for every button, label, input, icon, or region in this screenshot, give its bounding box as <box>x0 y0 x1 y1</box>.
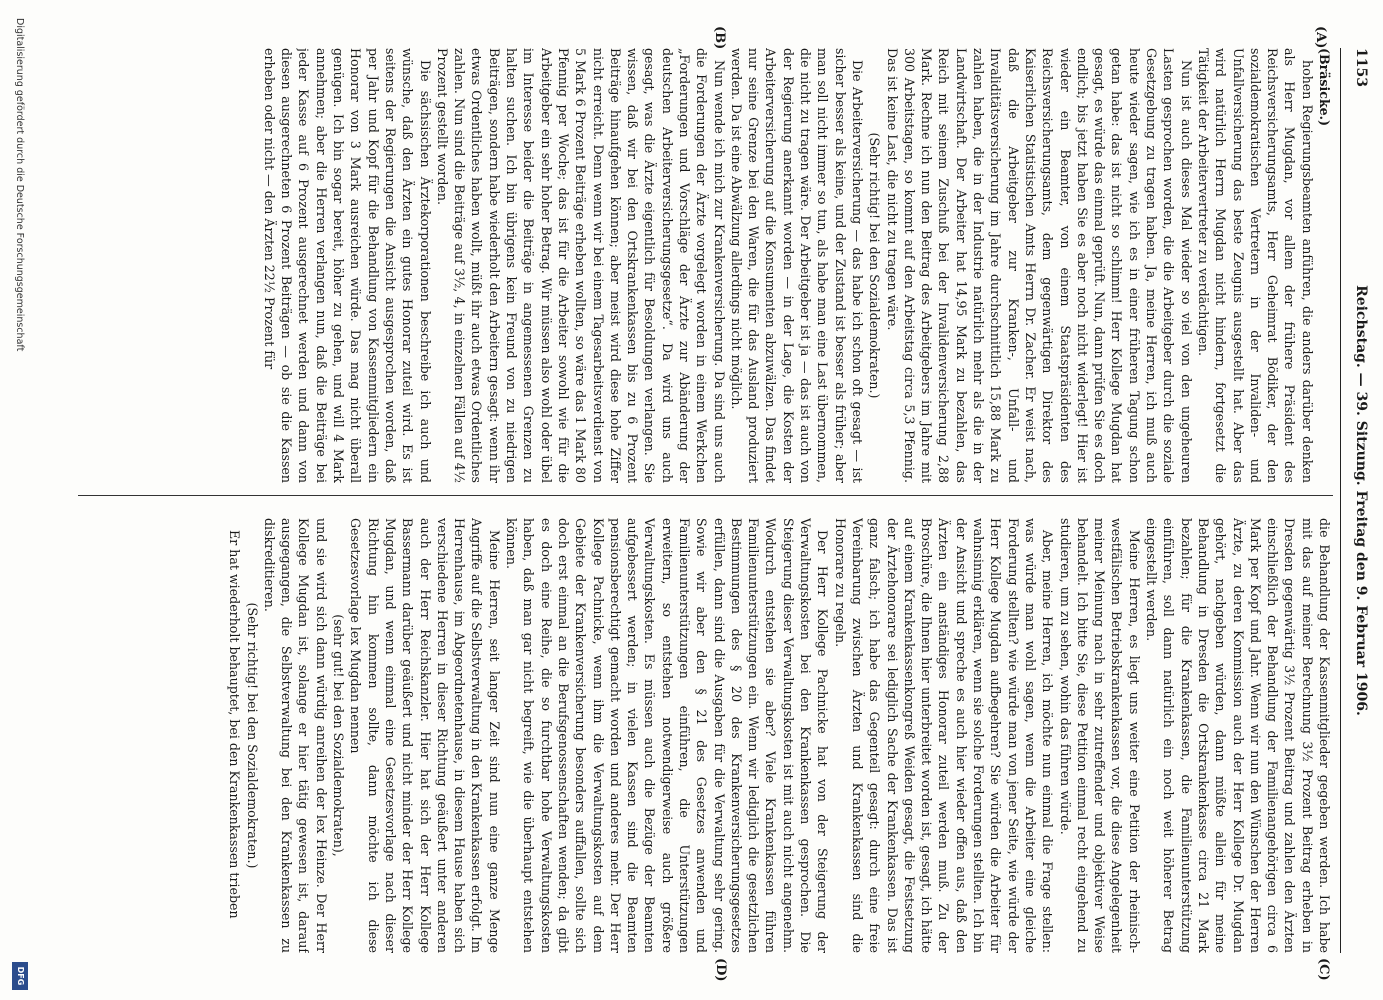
interjection: (sehr gut! bei den Sozialdemokraten), <box>331 614 347 857</box>
margin-marker-b: (B) <box>712 26 727 50</box>
digitization-footer <box>6 0 30 1000</box>
page-number: 1153 <box>1353 48 1369 87</box>
margin-marker-a: (A) <box>1313 26 1328 49</box>
paragraph: hohen Regierungsbeamten anführen, die anders darüber denken als Herr Mugdan, vor allem der frühere Präsident des Reichsversicherungsamts, Herr Geheimrat Bödiker, der den sozialdemokratischen Vertretern in der Invaliden- und Unfallversicherung das beste Zeugnis ausgestellt hat. Aber das wird natürlich Herrn Mugdan nicht hindern, fortgesetzt die Tätigkeit der Arbeitervertreter zu verdächtigen. <box>1195 48 1315 483</box>
right-text-column <box>78 518 1333 953</box>
margin-marker-c: (C) <box>1316 958 1331 981</box>
paragraph: Er hat wiederholt behauptet, bei den Krankenkassen trieben <box>227 530 243 919</box>
page-header <box>1345 48 1375 953</box>
paragraph: Die sächsischen Ärztekorporationen beschreibe ich auch und wünsche, daß den Ärzten ein gutes Honorar zuteil wird. Es ist seitens der Regierungen die Ansicht ausgesprochen worden, daß per Jahr und Kopf für die Behandlung von Kassenmitgliedern ein Honorar von 3 Mark ausreichen würde. Das mag nicht überall genügen. Ich bin sogar bereit, höher zu gehen, und will 4 Mark annehmen; aber die Herren verlangen nun, daß die Beiträge bei jeder Kasse auf 6 Prozent ausgerechnet werden und dann von diesen ausgerechneten 6 Prozent Beiträgen — ob sie die Kassen erheben oder nicht — den Ärzten 22½ Prozent für <box>261 48 433 483</box>
left-text-column <box>78 48 1333 483</box>
paragraph: die Behandlung der Kassenmitglieder gegeben werden. Ich habe mit das auf meiner Berechnung 3½ Prozent Beitrag erheben in Dresden gegenwärtig 3½ Prozent Beitrag und zahlen den Ärzten einschließlich der Behandlung der Familienangehörigen circa 6 Mark per Kopf und Jahr. Wenn wir nun den Wünschen der Herren Ärzte, zu deren Kommission auch der Herr Kollege Dr. Mugdan gehört, nachgeben würden, dann müßte allein für meine Behandlung in Dresden die Ortskrankenkasse circa 21 Mark bezahlen; für die Krankenkassen, die Familienunterstützung einführen, soll dann natürlich ein noch weit höherer Betrag eingestellt werden. <box>1144 518 1332 953</box>
interjection: (Sehr richtig! bei den Sozialdemokraten.) <box>244 602 260 869</box>
column-divider <box>78 495 1333 496</box>
paragraph: Meine Herren, seit langer Zeit sind nun eine ganze Menge Angriffe auf die Selbstverwaltung in den Krankenkassen erfolgt. Im Herrenhause, im Abgeordnetenhause, in diesem Hause haben sich verschiedene Herren in dieser Richtung geäußert unter anderen auch der Herr Reichskanzler. Hier hat sich der Herr Kollege Bassermann darüber geäußert und nicht minder der Herr Kollege Mugdan, und wenn einmal eine Gesetzesvorlage nach dieser Richtung hin kommen sollte, dann möchte ich diese Gesetzesvorlage lex Mugdan nennen <box>348 518 502 953</box>
paragraph: Die Arbeiterversicherung — das habe ich schon oft gesagt — ist sicher besser als keine, und der Zustand ist besser als früher; aber man soll nicht immer so tun, als habe man eine Last übernommen, die nicht zu tragen wäre. Der Arbeitgeber ist ja — das ist auch von der Regierung anerkannt worden — in der Lage, die Kosten der Arbeiterversicherung auf die Konsumenten abzuwälzen. Das findet nur seine Grenze bei den Waren, die für das Ausland produziert werden. Da ist eine Abwälzung allerdings nicht möglich. <box>728 48 865 483</box>
speaker-note: (Bräsicke.) <box>1317 48 1332 127</box>
running-title: Reichstag. — 39. Sitzung. Freitag den 9. Februar 1906. <box>1353 285 1369 716</box>
paragraph: Aber, meine Herren, ich möchte nun einmal die Frage stellen: was würde man wohl sagen, wenn die Arbeiter eine gleiche Forderung stellten? wie würde man von jener Seite, wie würde der Herr Kollege Mugdan aufbegehren? Sie würden die Arbeiter für wahnsinnig erklären, wenn sie solche Forderungen stellten. Ich bin der Ansicht und spreche es auch hier wieder offen aus, daß den Ärzten ein anständiges Honorar zuteil werden muß. Zu der Broschüre, die Ihnen hier unterbreitet worden ist, gesagt, ich hätte auf einem Krankenkassenkongreß Weiden gesagt, die Festsetzung der Ärztehonorare sei lediglich Sache der Krankenkassen. Das ist ganz falsch; ich habe das Gegenteil gesagt: durch eine freie Vereinbarung zwischen Ärzten und Krankenkassen sind die Honorare zu regeln. <box>832 518 1056 953</box>
dfg-logo: DFG <box>12 962 28 990</box>
paragraph: Meine Herren, es liegt uns weiter eine Petition der rheinisch-westfälischen Betriebskrankenkassen vor, die diese Angelegenheit meiner Meinung nach in sehr zutreffender und objektiver Weise behandelt. Ich bitte Sie, diese Petition einmal recht eingehend zu studieren, um zu sehen, wohin das führen würde. <box>1057 518 1142 953</box>
paragraph: und sie wird sich dann würdig anreihen der lex Heinze. Der Herr Kollege Mugdan ist, solange er hier tätig gewesen ist, darauf ausgegangen, die Selbstverwaltung bei den Krankenkassen zu diskreditieren. <box>261 518 329 953</box>
interjection: (Sehr richtig! bei den Sozialdemokraten.) <box>867 132 883 399</box>
paragraph: Nun wende ich mich zur Krankenversicherung. Da sind uns auch die Forderungen der Ärzte vorgelegt worden in einem Werkchen „Forderungen und Vorschläge der Ärzte zur Abänderung der deutschen Arbeiterversicherungsgesetze“. Da wird uns auch gesagt, was die Ärzte eigentlich für Besoldungen verlangen. Sie wissen, daß wir bei den Ortskrankenkassen bis zu 6 Prozent Beiträge hinaufgehen können; aber meist wird diese hohe Ziffer nicht erreicht. Denn wenn wir bei einem Tagesarbeitsverdienst von 5 Mark 6 Prozent Beiträge erheben wollten, so wäre das 1 Mark 80 Pfennig per Woche; das ist für die Arbeiter sowohl wie für die Arbeitgeber ein sehr hoher Betrag. Wir müssen also wohl oder übel im Interesse beider die Beiträge in angemessenen Grenzen zu halten suchen. Ich bin übrigens kein Freund von zu niedrigen Beiträgen, sondern habe wiederholt den Arbeitern gesagt: wenn ihr etwas Ordentliches haben wollt, müßt ihr auch etwas Ordentliches zahlen. Nun sind die Beiträge auf 3½, 4, in einzelnen Fällen auf 4½ Prozent gestellt worden. <box>434 48 727 483</box>
paragraph: Nun ist auch dieses Mal wieder so viel von den ungeheuren Lasten gesprochen worden, die die Arbeitgeber durch die soziale Gesetzgebung zu tragen haben. Ja, meine Herren, ich muß auch heute wieder sagen, wie ich es in einer früheren Tagung schon getan habe: das ist nicht so schlimm! Herr Kollege Mugdan hat gesagt, es würde das einmal geprüft. Nun, dann prüfen Sie es doch endlich; bis jetzt haben Sie es aber noch nicht widerlegt! Hier ist wieder ein Beamter, von einem Staatspräsidenten des Reichsversicherungsamts, dem gegenwärtigen Direktor des Kaiserlichen Statistischen Amts Herrn Dr. Zacher. Er weist nach, daß die Arbeitgeber zur Kranken-, Unfall- und Invaliditätsversicherung im Jahre durchschnittlich 15,88 Mark zu zahlen haben, die in der Industrie natürlich mehr als die in der Landwirtschaft. Der Arbeiter hat 14,95 Mark zu bezahlen, das Reich mit seinem Zuschuß bei der Invalidenversicherung 2,88 Mark. Rechne ich nun den Beitrag des Arbeitgebers im Jahre mit 300 Arbeitstagen, so kommt auf den Arbeitstag circa 5,3 Pfennig. Das ist keine Last, die nicht zu tragen wäre. <box>884 48 1194 483</box>
margin-marker-d: (D) <box>713 958 728 982</box>
paragraph: Der Herr Kollege Pachnicke hat von der Steigerung der Verwaltungskosten bei den Krankenkassen gesprochen. Die Steigerung dieser Verwaltungskosten ist mit auch nicht angenehm. Wodurch entstehen sie aber? Viele Krankenkassen führen Familienunterstützungen ein. Wenn wir lediglich die gesetzlichen Bestimmungen des § 20 des Krankenversicherungsgesetzes erfüllen, dann sind die Ausgaben für die Verwaltung sehr gering. Sowie wir aber den § 21 des Gesetzes anwenden und Familienunterstützungen einführen, die Unterstützungen erweitern, so entstehen notwendigerweise auch größere Verwaltungskosten. Es müssen auch die Bezüge der Beamten aufgebessert werden; in vielen Kassen sind die Beamten pensionsberechtigt gemacht worden und anderes mehr. Der Herr Kollege Pachnicke, wenn ihm die Verwaltungskosten auf dem Gebiete der Krankenversicherung besonders auffallen, sollte sich doch erst einmal an die Berufsgenossenschaften wenden; da gibt es doch eine Reihe, die so furchtbar hohe Verwaltungskosten haben, daß man gar nicht begreift, wie die überhaupt entstehen können. <box>504 518 831 953</box>
funding-credit: Digitalisierung gefördert durch die Deutsche Forschungsgemeinschaft <box>14 18 25 352</box>
header-rule <box>1340 48 1341 953</box>
